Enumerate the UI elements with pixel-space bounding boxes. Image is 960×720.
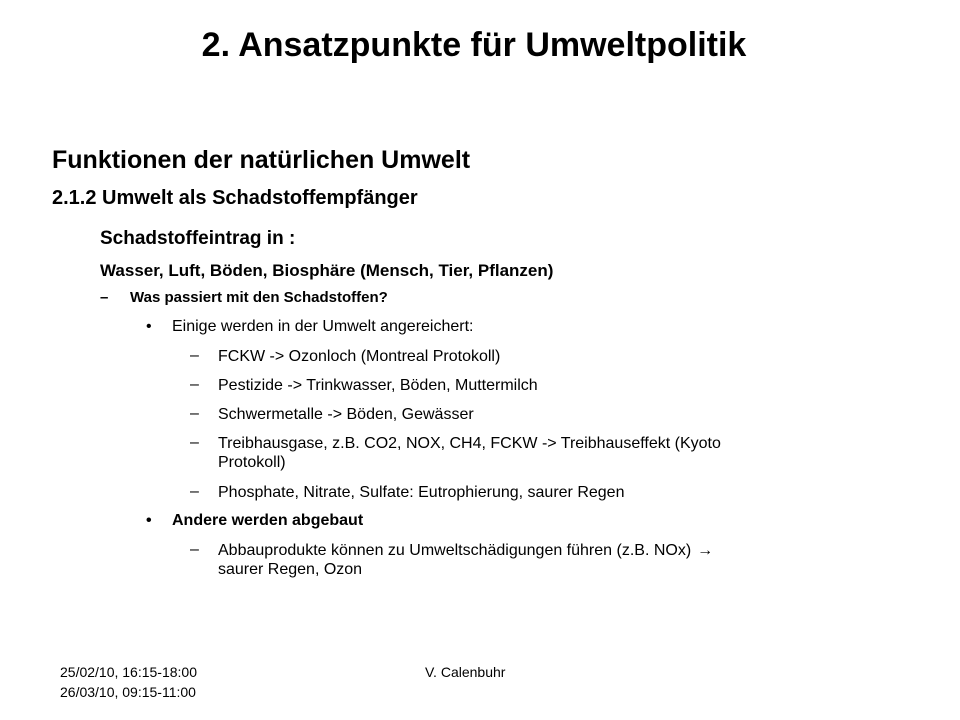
list-item-text: FCKW -> Ozonloch (Montreal Protokoll) (218, 348, 501, 365)
list-item-line: Abbauprodukte können zu Umweltschädigungen führen (z.B. NOx) (218, 542, 692, 559)
footer-dates (60, 662, 197, 702)
question-text: Was passiert mit den Schadstoffen? (130, 289, 388, 306)
dash-marker: – (190, 483, 199, 500)
list-item-text: Pestizide -> Trinkwasser, Böden, Muttermilch (218, 377, 538, 394)
dash-marker: – (190, 376, 199, 393)
list-item-text: Protokoll) (218, 454, 286, 471)
list-item-text: saurer Regen, Ozon (218, 561, 363, 578)
bullet-label: Andere werden abgebaut (172, 512, 364, 529)
dash-marker: – (190, 434, 199, 451)
right-arrow-icon: → (697, 542, 714, 559)
bullet-label: Einige werden in der Umwelt angereichert: (172, 318, 474, 335)
footer-date: 25/02/10, 16:15-18:00 (60, 664, 198, 680)
media-list: Wasser, Luft, Böden, Biosphäre (Mensch, Tier, Pflanzen) (100, 261, 554, 280)
dash-marker: – (190, 405, 199, 422)
slide-title: 2. Ansatzpunkte für Umweltpolitik (201, 26, 747, 64)
list-item-text: Treibhausgase, z.B. CO2, NOX, CH4, FCKW -> Treibhauseffekt (Kyoto (218, 435, 721, 452)
list-item-text (218, 541, 713, 560)
dash-marker: – (100, 289, 109, 306)
section-heading: 2.1.2 Umwelt als Schadstoffempfänger (52, 187, 418, 209)
bullet-marker: • (146, 318, 152, 335)
dash-marker: – (190, 347, 199, 364)
slide-heading: Funktionen der natürlichen Umwelt (52, 146, 471, 174)
bullet-marker: • (146, 512, 152, 529)
intro-text: Schadstoffeintrag in : (100, 228, 296, 249)
dash-marker: – (190, 541, 199, 558)
list-item-text: Phosphate, Nitrate, Sulfate: Eutrophierung, saurer Regen (218, 484, 625, 501)
footer-date: 26/03/10, 09:15-11:00 (60, 684, 196, 700)
list-item-text: Schwermetalle -> Böden, Gewässer (218, 406, 474, 423)
footer-author: V. Calenbuhr (425, 664, 506, 680)
